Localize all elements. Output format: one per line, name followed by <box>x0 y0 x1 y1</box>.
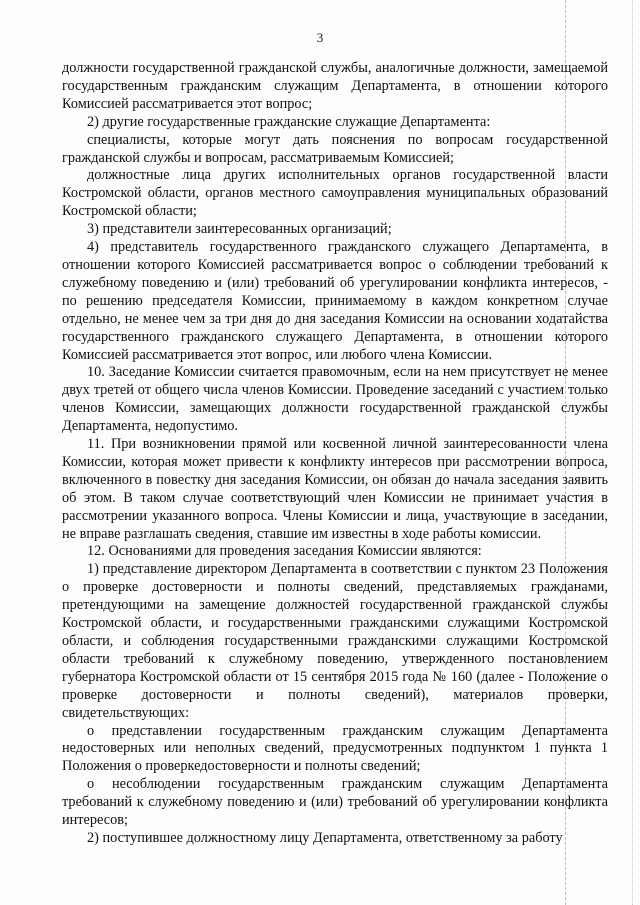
paragraph: 1) представление директором Департамента в соответствии с пунктом 23 Положения о проверке достоверности и полноты сведений, представляемых гражданами, претендующими на замещение должностей государственной гражданской службы Костромской области, и государственными гражданскими служащими Костромской области, и соблюдения государственными гражданскими служащими Костромской области требований к служебному поведению, утвержденного постановлением губернатора Костромской области от 15 сентября 2015 года № 160 (далее - Положение о проверке достоверности и полноты сведений), материалов проверки, свидетельствующих: <box>62 561 608 721</box>
paragraph: 4) представитель государственного гражданского служащего Департамента, в отношении которого Комиссией рассматривается вопрос о соблюдении требований к служебному поведению и (или) требований об урегулировании конфликта интересов, - по решению председателя Комиссии, принимаемому в каждом конкретном случае отдельно, не менее чем за три дня до дня заседания Комиссии на основании ходатайства государственного гражданского служащего Департамента, в отношении которого Комиссией рассматривается этот вопрос, или любого члена Комиссии. <box>62 239 608 363</box>
paragraph: 3) представители заинтересованных организаций; <box>87 221 392 238</box>
scan-edge-line <box>632 0 633 905</box>
paragraph: 2) поступившее должностному лицу Департамента, ответственному за работу <box>87 829 563 846</box>
paragraph: 11. При возникновении прямой или косвенной личной заинтересованности члена Комиссии, которая может привести к конфликту интересов при рассмотрении вопроса, включенного в повестку дня заседания Комиссии, он обязан до начала заседания заявить об этом. В таком случае соответствующий член Комиссии не принимает участия в рассмотрении указанного вопроса. Члены Комиссии и лица, участвующие в заседании, не вправе разглашать сведения, ставшие им известны в ходе работы комиссии. <box>62 436 608 542</box>
body-text <box>62 60 608 848</box>
paragraph: специалисты, которые могут дать пояснения по вопросам государственной гражданской службы и вопросам, рассматриваемым Комиссией; <box>62 131 608 166</box>
paragraph: 10. Заседание Комиссии считается правомочным, если на нем присутствует не менее двух третей от общего числа членов Комиссии. Проведение заседаний с участием только членов Комиссии, замещающих должности государственной гражданской службы Департамента, недопустимо. <box>62 364 608 435</box>
paragraph: 12. Основаниями для проведения заседания Комиссии являются: <box>87 543 482 560</box>
paragraph: должностные лица других исполнительных органов государственной власти Костромской области, органов местного самоуправления муниципальных образований Костромской области; <box>62 167 608 220</box>
paragraph: о несоблюдении государственным гражданским служащим Департамента требований к служебному поведению и (или) требований об урегулировании конфликта интересов; <box>62 776 608 829</box>
paragraph: 2) другие государственные гражданские служащие Департамента: <box>87 113 491 130</box>
paragraph-continuation: должности государственной гражданской службы, аналогичные должности, замещаемой государственным гражданским служащим Департамента, в отношении которого Комиссией рассматривается этот вопрос; <box>62 60 608 112</box>
paragraph: о представлении государственным гражданским служащим Департамента недостоверных или неполных сведений, предусмотренных подпунктом 1 пункта 1 Положения о проверкедостоверности и полноты сведений; <box>62 722 608 775</box>
page-number: 3 <box>316 30 324 45</box>
